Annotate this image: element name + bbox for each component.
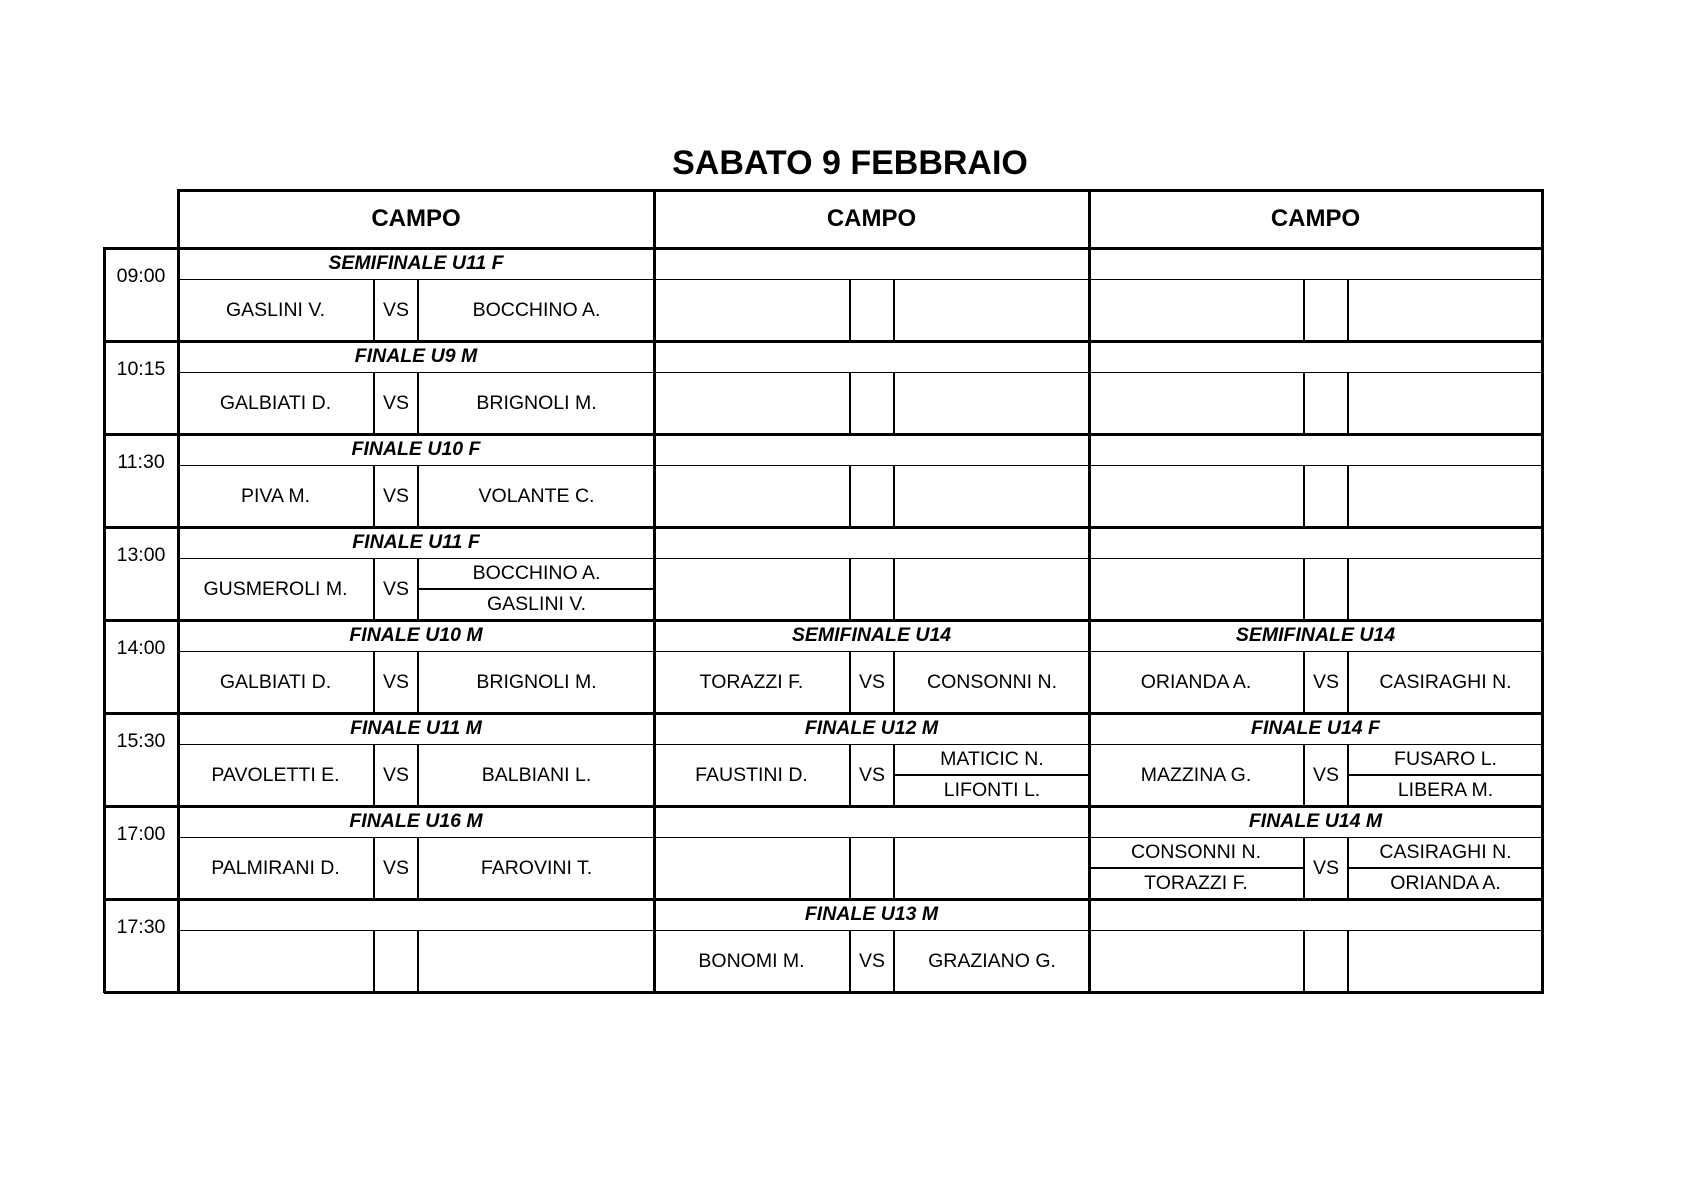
player-right: ORIANDA A.: [1390, 872, 1501, 894]
player-left: GUSMEROLI M.: [203, 577, 348, 600]
match-label: FINALE U11 M: [350, 717, 482, 739]
time-label: 10:15: [116, 357, 166, 380]
time-column-top-border: [103, 247, 179, 250]
vs-label: VS: [382, 763, 409, 786]
player-right: VOLANTE C.: [478, 484, 595, 507]
player-right: FUSARO L.: [1394, 748, 1497, 770]
field-header-1: CAMPO: [371, 205, 461, 232]
vs-box-right: [1347, 558, 1349, 620]
vs-box-left: [849, 837, 851, 899]
vs-label: VS: [858, 763, 885, 786]
field-header-3: CAMPO: [1270, 205, 1361, 232]
label-divider: [654, 837, 1089, 838]
match-label: FINALE U13 M: [804, 903, 939, 925]
label-divider: [1089, 465, 1542, 466]
match-label: FINALE U12 M: [804, 717, 939, 739]
vs-box-right: [893, 279, 895, 341]
label-divider: [178, 930, 654, 931]
time-label: 09:00: [116, 264, 166, 287]
vs-box-left: [1303, 279, 1305, 341]
label-divider: [654, 558, 1089, 559]
match-label: FINALE U9 M: [354, 345, 478, 367]
label-divider: [654, 279, 1089, 280]
player-left: GASLINI V.: [226, 298, 325, 321]
vs-label: VS: [382, 298, 409, 321]
vs-label: VS: [1312, 763, 1339, 786]
match-label: FINALE U10 M: [349, 624, 483, 646]
time-label: 17:30: [116, 915, 166, 938]
vs-label: VS: [382, 484, 409, 507]
vs-box-right: [893, 372, 895, 434]
vs-box-right: [417, 930, 419, 992]
time-label: 15:30: [116, 729, 166, 752]
vs-box-left: [849, 465, 851, 527]
time-label: 14:00: [116, 636, 166, 659]
time-column-right-border: [177, 189, 180, 993]
player-right: GASLINI V.: [487, 593, 586, 615]
match-label: SEMIFINALE U11 F: [328, 252, 504, 274]
vs-box-left: [849, 372, 851, 434]
vs-box-left: [849, 558, 851, 620]
vs-box-left: [1303, 558, 1305, 620]
vs-label: VS: [382, 670, 409, 693]
table-right-border: [1541, 189, 1544, 993]
match-label: FINALE U16 M: [349, 810, 483, 832]
vs-box-right: [893, 558, 895, 620]
player-right: BOCCHINO A.: [472, 298, 601, 321]
vs-label: VS: [382, 856, 409, 879]
vs-box-left: [1303, 930, 1305, 992]
time-column-left-border: [103, 247, 106, 993]
label-divider: [654, 372, 1089, 373]
vs-box-left: [1303, 465, 1305, 527]
time-label: 13:00: [116, 543, 166, 566]
match-label: FINALE U10 F: [351, 438, 481, 460]
field-header-2: CAMPO: [826, 205, 917, 232]
vs-box-left: [1303, 372, 1305, 434]
vs-box-right: [1347, 465, 1349, 527]
player-right: BRIGNOLI M.: [476, 391, 597, 414]
vs-label: VS: [382, 391, 409, 414]
vs-box-left: [849, 279, 851, 341]
player-right: LIFONTI L.: [943, 779, 1041, 801]
player-right: GRAZIANO G.: [928, 949, 1056, 972]
vs-box-right: [893, 465, 895, 527]
player-left: TORAZZI F.: [699, 670, 804, 693]
vs-label: VS: [1312, 670, 1339, 693]
vs-box-right: [1347, 372, 1349, 434]
player-right: BALBIANI L.: [481, 763, 592, 786]
match-label: FINALE U14 F: [1251, 717, 1380, 739]
player-right: MATICIC N.: [940, 748, 1044, 770]
vs-label: VS: [382, 577, 409, 600]
match-label: SEMIFINALE U14: [791, 624, 952, 646]
vs-box-right: [893, 837, 895, 899]
match-label: FINALE U14 M: [1248, 810, 1383, 832]
time-label: 11:30: [117, 450, 165, 473]
label-divider: [654, 465, 1089, 466]
label-divider: [1089, 372, 1542, 373]
match-label: FINALE U11 F: [352, 531, 480, 553]
vs-label: VS: [858, 949, 885, 972]
player-left: TORAZZI F.: [1144, 872, 1248, 894]
vs-box-right: [1347, 930, 1349, 992]
player-left: MAZZINA G.: [1140, 763, 1252, 786]
player-left: PAVOLETTI E.: [211, 763, 340, 786]
player-right: LIBERA M.: [1397, 779, 1494, 801]
player-right: CONSONNI N.: [926, 670, 1057, 693]
player-left: CONSONNI N.: [1130, 841, 1261, 863]
player-right: CASIRAGHI N.: [1379, 841, 1512, 863]
player-left: BONOMI M.: [698, 949, 805, 972]
player-right: CASIRAGHI N.: [1379, 670, 1512, 693]
player-left: GALBIATI D.: [219, 670, 332, 693]
label-divider: [1089, 558, 1542, 559]
vs-label: VS: [858, 670, 885, 693]
player-right: BRIGNOLI M.: [476, 670, 597, 693]
label-divider: [1089, 279, 1542, 280]
player-left: FAUSTINI D.: [695, 763, 808, 786]
vs-label: VS: [1312, 856, 1339, 879]
match-label: SEMIFINALE U14: [1235, 624, 1396, 646]
vs-box-right: [1347, 279, 1349, 341]
field-divider: [653, 189, 656, 993]
player-left: ORIANDA A.: [1140, 670, 1252, 693]
player-left: GALBIATI D.: [219, 391, 332, 414]
player-right: FAROVINI T.: [480, 856, 593, 879]
vs-box-left: [373, 930, 375, 992]
page-title: SABATO 9 FEBBRAIO: [672, 144, 1028, 182]
player-right: BOCCHINO A.: [472, 562, 601, 584]
time-label: 17:00: [116, 822, 166, 845]
player-left: PIVA M.: [241, 484, 310, 507]
field-divider: [1088, 189, 1091, 993]
label-divider: [1089, 930, 1542, 931]
player-left: PALMIRANI D.: [211, 856, 340, 879]
